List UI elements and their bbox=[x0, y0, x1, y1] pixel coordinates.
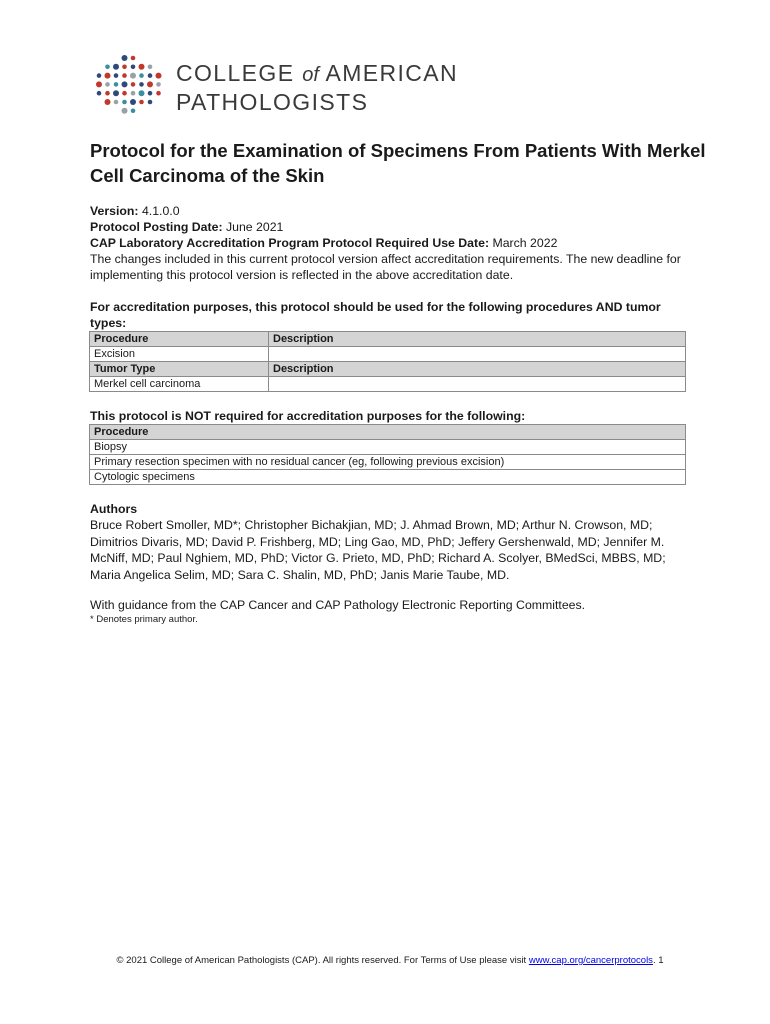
logo-dot bbox=[139, 82, 144, 87]
logo-dot bbox=[105, 82, 110, 87]
logo-dot bbox=[130, 73, 136, 79]
cap-logo bbox=[94, 54, 474, 116]
logo-dot bbox=[122, 65, 127, 70]
logo-dot bbox=[105, 91, 110, 96]
logo-dot bbox=[122, 81, 128, 87]
logo-text: COLLEGE of AMERICAN PATHOLOGISTS bbox=[176, 60, 459, 115]
guidance-note: With guidance from the CAP Cancer and CAP Pathology Electronic Reporting Committees. bbox=[90, 598, 586, 612]
dots-logo-icon bbox=[94, 54, 166, 116]
not-required-heading: This protocol is NOT required for accreditation purposes for the following: bbox=[90, 409, 526, 423]
logo-dot bbox=[113, 90, 119, 96]
logo-dot bbox=[131, 65, 136, 70]
table-header-row: Tumor Type Description bbox=[90, 362, 686, 377]
logo-dot bbox=[122, 55, 128, 61]
logo-dot bbox=[148, 73, 153, 78]
logo-dot bbox=[139, 64, 145, 70]
logo-dot bbox=[122, 91, 127, 96]
table-row: Primary resection specimen with no residual cancer (eg, following previous excision) bbox=[90, 455, 686, 470]
cancer-protocols-link[interactable]: www.cap.org/cancerprotocols bbox=[528, 955, 653, 966]
authors-list: Bruce Robert Smoller, MD*; Christopher Bichakjian, MD; J. Ahmad Brown, MD; Arthur N. Crowson, MD; Dimitrios Divaris, MD; David P. Frishberg, MD; Ling Gao, MD, PhD; Jeffery Gershenwald, MD; Jennifer M. McNiff, MD; Paul Nghiem, MD, PhD; Victor G. Prieto, MD, PhD; Richard A. Scolyer, BMedSci, MBBS, MD; Maria Angelica Selim, MD; Sara C. Shalin, MD, PhD; Janis Marie Taube, MD. bbox=[90, 518, 666, 582]
table-row: Biopsy bbox=[90, 440, 686, 455]
table-row: Merkel cell carcinoma bbox=[90, 377, 686, 392]
authors-heading: Authors bbox=[90, 502, 138, 516]
logo-dot bbox=[122, 73, 127, 78]
logo-dot bbox=[147, 81, 153, 87]
logo-dot bbox=[105, 73, 111, 79]
accreditation-table bbox=[89, 331, 686, 392]
logo-dot bbox=[105, 65, 110, 70]
logo-dot bbox=[131, 82, 136, 87]
logo-dot bbox=[148, 65, 153, 70]
logo-dot bbox=[156, 73, 162, 79]
logo-dot bbox=[113, 64, 119, 70]
table-header-row: Procedure Description bbox=[90, 332, 686, 347]
logo-dot bbox=[131, 56, 136, 61]
page-title: Protocol for the Examination of Specimens From Patients With Merkel Cell Carcinoma of the Skin bbox=[90, 140, 706, 186]
logo-dot bbox=[96, 81, 102, 87]
table-row: Cytologic specimens bbox=[90, 470, 686, 485]
logo-dot bbox=[97, 73, 102, 78]
logo-dot bbox=[148, 100, 153, 105]
logo-dot bbox=[114, 100, 119, 105]
logo-dot bbox=[139, 100, 144, 105]
table-header-row: Procedure bbox=[90, 425, 686, 440]
logo-dot bbox=[122, 108, 128, 114]
logo-dot bbox=[148, 91, 153, 96]
not-required-table bbox=[89, 424, 686, 485]
logo-dot bbox=[156, 82, 161, 87]
logo-dot bbox=[156, 91, 161, 96]
logo-dot bbox=[122, 100, 127, 105]
protocol-meta: Version: 4.1.0.0 Protocol Posting Date: June 2021 CAP Laboratory Accreditation Program Protocol Required Use Date: March 2022 The changes included in this current protocol version affect accreditation requirements. The new deadline for implementing this protocol version is reflected in the above accreditation date. bbox=[90, 203, 690, 283]
logo-dot bbox=[131, 109, 136, 114]
logo-dot bbox=[131, 91, 136, 96]
table-row: Excision bbox=[90, 347, 686, 362]
logo-dot bbox=[114, 73, 119, 78]
page-footer: © 2021 College of American Pathologists (CAP). All rights reserved. For Terms of Use please visit www.cap.org/cancerprotocols. 1 bbox=[116, 955, 664, 966]
logo-dot bbox=[114, 82, 119, 87]
logo-dot bbox=[105, 99, 111, 105]
logo-dot bbox=[130, 99, 136, 105]
logo-dot bbox=[97, 91, 102, 96]
logo-dot bbox=[139, 73, 144, 78]
accreditation-heading: For accreditation purposes, this protocol should be used for the following procedures AND tumor types: bbox=[90, 300, 661, 330]
primary-author-note: * Denotes primary author. bbox=[90, 614, 198, 625]
logo-dot bbox=[139, 90, 145, 96]
changes-note: The changes included in this current protocol version affect accreditation requirements. The new deadline for implementing this protocol version is reflected in the above accreditation date. bbox=[90, 252, 681, 282]
